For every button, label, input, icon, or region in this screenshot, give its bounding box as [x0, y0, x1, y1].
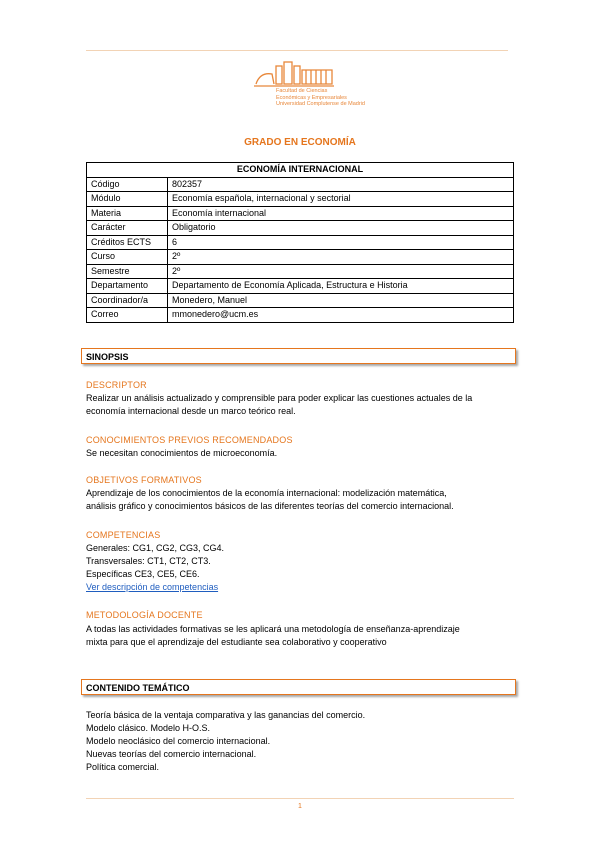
text-line: Generales: CG1, CG2, CG3, CG4.	[86, 543, 225, 553]
table-row	[87, 221, 514, 236]
text-line: A todas las actividades formativas se les aplicará una metodología de enseñanza-aprendizaje	[86, 624, 460, 634]
row-key: Semestre	[87, 264, 168, 279]
previos-label: CONOCIMIENTOS PREVIOS RECOMENDADOS	[86, 435, 293, 445]
previos-text: Se necesitan conocimientos de microeconomía.	[86, 448, 278, 458]
descriptor-label: DESCRIPTOR	[86, 380, 147, 390]
text-line: Transversales: CT1, CT2, CT3.	[86, 556, 211, 566]
text-line: Aprendizaje de los conocimientos de la economía internacional: modelización matemática,	[86, 488, 447, 498]
table-row	[87, 177, 514, 192]
list-item: Política comercial.	[86, 762, 160, 772]
row-value: Obligatorio	[168, 221, 514, 236]
list-item: Nuevas teorías del comercio internacional.	[86, 749, 257, 759]
text-line: Específicas CE3, CE5, CE6.	[86, 569, 200, 579]
table-row	[87, 279, 514, 294]
row-key: Correo	[87, 308, 168, 323]
text-line: Realizar un análisis actualizado y comprensible para poder explicar las cuestiones actuales de la	[86, 393, 473, 403]
row-value: 2º	[168, 250, 514, 265]
table-row	[87, 308, 514, 323]
competencias-link[interactable]: Ver descripción de competencias	[86, 582, 219, 592]
metodologia-text	[86, 623, 514, 649]
list-item: Teoría básica de la ventaja comparativa y las ganancias del comercio.	[86, 710, 366, 720]
row-key: Coordinador/a	[87, 293, 168, 308]
faculty-logo-text	[276, 88, 365, 108]
table-row	[87, 250, 514, 265]
row-key: Curso	[87, 250, 168, 265]
row-value: Departamento de Economía Aplicada, Estructura e Historia	[168, 279, 514, 294]
table-row	[87, 206, 514, 221]
objetivos-text	[86, 487, 514, 513]
row-value: mmonedero@ucm.es	[168, 308, 514, 323]
page-title: GRADO EN ECONOMÍA	[244, 137, 356, 148]
section-heading-sinopsis: SINOPSIS	[81, 348, 516, 364]
text-line: economía internacional desde un marco teórico real.	[86, 406, 296, 416]
contenido-list	[86, 709, 514, 774]
table-row	[87, 235, 514, 250]
row-key: Código	[87, 177, 168, 192]
logo-line-1: Facultad de Ciencias	[276, 88, 328, 94]
list-item: Modelo neoclásico del comercio internacional.	[86, 736, 271, 746]
list-item: Modelo clásico. Modelo H-O.S.	[86, 723, 211, 733]
row-key: Carácter	[87, 221, 168, 236]
row-key: Módulo	[87, 192, 168, 207]
text-line: análisis gráfico y conocimientos básicos de las diferentes teorías del comercio internacional.	[86, 501, 454, 511]
metodologia-label: METODOLOGÍA DOCENTE	[86, 610, 203, 620]
row-key: Materia	[87, 206, 168, 221]
competencias-label: COMPETENCIAS	[86, 530, 161, 540]
row-key: Créditos ECTS	[87, 235, 168, 250]
row-value: Monedero, Manuel	[168, 293, 514, 308]
row-value: 2º	[168, 264, 514, 279]
row-value: Economía internacional	[168, 206, 514, 221]
table-row	[87, 264, 514, 279]
section-heading-contenido: CONTENIDO TEMÁTICO	[81, 679, 516, 695]
table-row	[87, 293, 514, 308]
row-value: 802357	[168, 177, 514, 192]
table-heading-row	[87, 163, 514, 178]
table-heading: ECONOMÍA INTERNACIONAL	[87, 163, 514, 178]
row-value: 6	[168, 235, 514, 250]
logo-line-2: Económicas y Empresariales	[276, 94, 347, 101]
descriptor-text	[86, 392, 514, 418]
table-row	[87, 192, 514, 207]
page-number: 1	[298, 803, 302, 810]
course-info-table	[86, 162, 514, 323]
competencias-text	[86, 542, 514, 594]
row-value: Economía española, internacional y sectorial	[168, 192, 514, 207]
text-line: mixta para que el aprendizaje del estudiante sea colaborativo y cooperativo	[86, 637, 387, 647]
objetivos-label: OBJETIVOS FORMATIVOS	[86, 475, 202, 485]
footer-divider	[86, 798, 514, 799]
header-divider	[86, 50, 508, 51]
logo-line-3: Universidad Complutense de Madrid	[276, 101, 365, 107]
row-key: Departamento	[87, 279, 168, 294]
